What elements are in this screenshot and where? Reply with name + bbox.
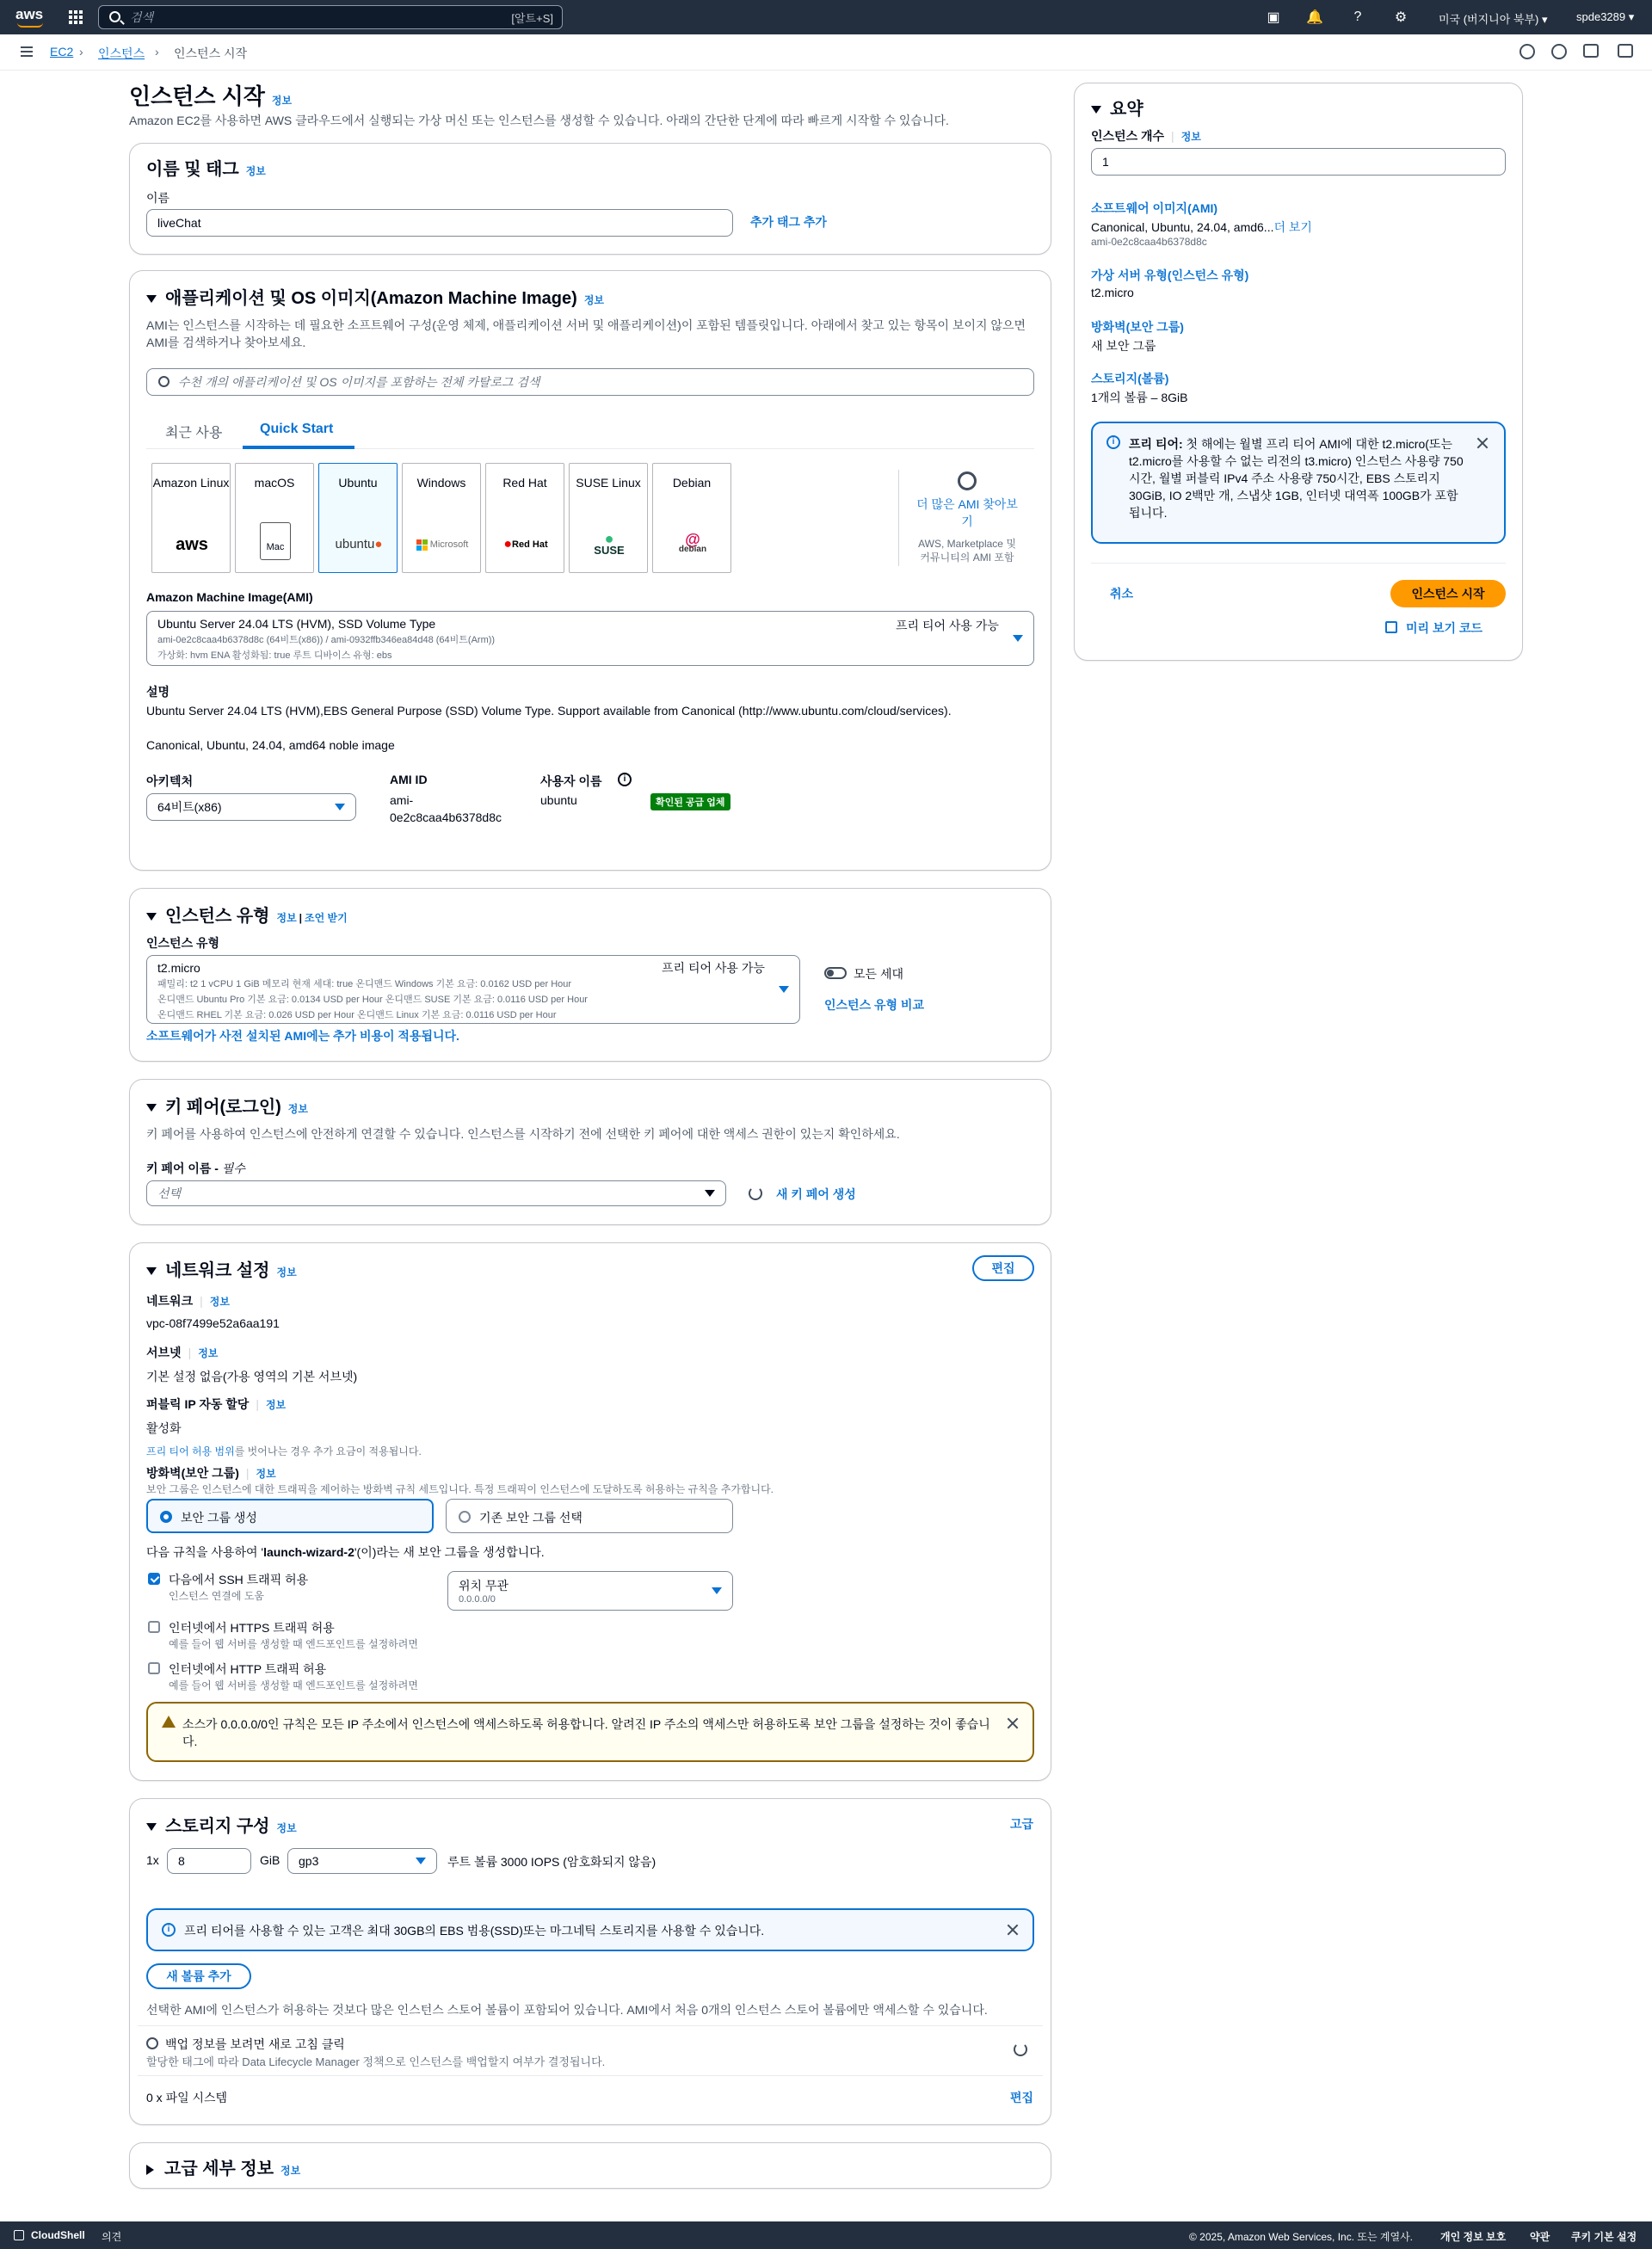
instance-type-title[interactable]: 인스턴스 유형 정보 | 조언 받기 <box>146 902 348 927</box>
divider <box>898 470 899 566</box>
ami-search-input[interactable]: 수천 개의 애플리케이션 및 OS 이미지를 포함하는 전체 카탈로그 검색 <box>146 368 1034 396</box>
name-input[interactable]: liveChat <box>146 209 733 237</box>
ssh-checkbox[interactable] <box>148 1573 160 1585</box>
sg-rule-text: 다음 규칙을 사용하여 'launch-wizard-2'(이)라는 새 보안 그룹을 생성합니다. <box>146 1545 545 1559</box>
cloudshell-icon <box>14 2230 24 2240</box>
create-sg-option[interactable]: 보안 그룹 생성 <box>146 1499 434 1533</box>
global-search[interactable] <box>98 5 563 29</box>
ubuntu-icon: ubuntu ● <box>335 537 383 551</box>
instance-type-label: 인스턴스 유형 <box>146 936 220 950</box>
network-edit-button[interactable]: 편집 <box>972 1255 1034 1281</box>
summary-storage-value: 1개의 볼륨 – 8GiB <box>1091 391 1188 404</box>
summary-count-label: 인스턴스 개수 | 정보 <box>1091 129 1201 143</box>
cancel-button[interactable]: 취소 <box>1110 587 1134 601</box>
ami-tile-debian[interactable]: Debian @ debian <box>652 463 731 573</box>
public-ip-value: 활성화 <box>146 1421 182 1435</box>
chevron-right-icon: › <box>79 45 83 59</box>
help-icon[interactable]: ? <box>1353 9 1362 24</box>
gear-icon[interactable]: ⚙ <box>1394 10 1408 25</box>
instance-count-input[interactable]: 1 <box>1091 148 1506 176</box>
refresh-icon[interactable] <box>749 1186 762 1200</box>
microsoft-icon: Microsoft <box>411 529 473 560</box>
tab-recent[interactable]: 최근 사용 <box>165 426 223 441</box>
tab-quick-start[interactable]: Quick Start <box>260 422 334 436</box>
caret-down-icon <box>1091 106 1101 114</box>
volume-unit: GiB <box>260 1853 280 1867</box>
storage-title[interactable]: 스토리지 구성 정보 <box>146 1812 297 1837</box>
menu-icon[interactable] <box>21 46 33 57</box>
breadcrumb-ec2[interactable]: EC2 <box>50 45 74 59</box>
ami-cost-note-link[interactable]: 소프트웨어가 사전 설치된 AMI에는 추가 비용이 적용됩니다. <box>146 1029 459 1043</box>
caret-down-icon <box>146 1104 157 1112</box>
architecture-select[interactable]: 64비트(x86) <box>146 793 356 821</box>
close-icon[interactable] <box>1007 1717 1019 1729</box>
summary-type-link[interactable]: 가상 서버 유형(인스턴스 유형) <box>1091 268 1249 282</box>
ssh-sub: 인스턴스 연결에 도움 <box>169 1590 264 1602</box>
free-tier-label: 프리 티어 사용 가능 <box>662 961 765 975</box>
caret-down-icon <box>335 804 345 810</box>
add-volume-button[interactable]: 새 볼륨 추가 <box>146 1963 251 1989</box>
free-tier-summary-alert: i 프리 티어: 첫 해에는 월별 프리 티어 AMI에 대한 t2.micro(또는 t2.micro를 사용할 수 없는 리전의 t3.micro) 인스턴스 사용량 750시간, 월별 퍼블릭 IPv4 주소 사용량 750시간, EBS 스토리지 30GiB, IO 2백만 개, 스냅샷 1GB, 인터넷 대역폭 100GB가 포함됩니다. <box>1091 422 1506 544</box>
info-icon: i <box>162 1923 176 1937</box>
page-description: Amazon EC2를 사용하면 AWS 클라우드에서 실행되는 가상 머신 또는 인스턴스를 생성할 수 있습니다. 아래의 간단한 단계에 따라 빠르게 시작할 수 있습니다. <box>129 114 949 127</box>
name-tags-panel <box>129 143 1051 255</box>
verified-provider-badge: 확인된 공급 업체 <box>650 793 730 810</box>
description-label: 설명 <box>146 685 170 699</box>
username-label: 사용자 이름 <box>540 774 602 788</box>
preview-code-link[interactable]: 미리 보기 코드 <box>1406 621 1482 635</box>
info-icon: i <box>1106 435 1120 449</box>
root-volume-info: 루트 볼륨 3000 IOPS (암호화되지 않음) <box>447 1855 656 1869</box>
page-info-link[interactable]: 정보 <box>271 95 293 107</box>
ami-tile-ubuntu[interactable]: Ubuntu ubuntu ● <box>318 463 398 573</box>
divider <box>138 2075 1043 2076</box>
caret-down-icon <box>146 295 157 303</box>
existing-sg-option[interactable]: 기존 보안 그룹 선택 <box>446 1499 733 1533</box>
https-label: 인터넷에서 HTTPS 트래픽 허용 <box>169 1621 335 1635</box>
radio-create-sg[interactable] <box>160 1511 172 1523</box>
apple-icon: Mac <box>260 522 291 560</box>
summary-firewall-value: 새 보안 그룹 <box>1091 339 1156 353</box>
keypair-description: 키 페어를 사용하여 인스턴스에 안전하게 연결할 수 있습니다. 인스턴스를 시작하기 전에 선택한 키 페어에 대한 액세스 권한이 있는지 확인하세요. <box>146 1127 900 1141</box>
keypair-select[interactable]: 선택 <box>146 1180 726 1206</box>
backup-info-text: 백업 정보를 보려면 새로 고침 클릭 <box>165 2037 345 2051</box>
feedback-icon[interactable] <box>1618 44 1633 58</box>
browse-more-ami-link[interactable]: 더 많은 AMI 찾아보기 <box>916 497 1018 528</box>
https-sub: 예를 들어 웹 서버를 생성할 때 엔드포인트를 설정하려면 <box>169 1638 418 1650</box>
all-generations-label: 모든 세대 <box>854 967 903 981</box>
network-label: 네트워크 | 정보 <box>146 1294 230 1308</box>
breadcrumb <box>0 34 1652 71</box>
launch-instance-button[interactable]: 인스턴스 시작 <box>1390 580 1506 607</box>
caret-down-icon <box>146 1267 157 1275</box>
top-navigation <box>0 0 1652 34</box>
file-systems-edit-link[interactable]: 편집 <box>1010 2091 1034 2104</box>
subnet-value: 기본 설정 없음(가용 영역의 기본 서브넷) <box>146 1370 358 1383</box>
firewall-label: 방화벽(보안 그룹) | 정보 <box>146 1466 276 1480</box>
volume-size-input[interactable]: 8 <box>167 1848 251 1874</box>
redhat-icon: ● Red Hat <box>503 537 548 551</box>
breadcrumb-current: 인스턴스 시작 <box>174 46 248 60</box>
summary-ami-value: Canonical, Ubuntu, 24.04, amd6...더 보기 <box>1091 220 1312 234</box>
volume-type-select[interactable]: gp3 <box>287 1848 437 1874</box>
https-checkbox[interactable] <box>148 1621 160 1633</box>
feedback-link[interactable]: 의견 <box>102 2231 122 2243</box>
vpc-value: vpc-08f7499e52a6aa191 <box>146 1316 280 1330</box>
browse-more-ami[interactable]: 더 많은 AMI 찾아보기 AWS, Marketplace 및 커뮤니티의 AMI 포함 <box>914 471 1020 564</box>
advice-link[interactable]: 조언 받기 <box>305 912 348 924</box>
backup-info-sub: 할당한 태그에 따라 Data Lifecycle Manager 정책으로 인스턴스를 백업할지 여부가 결정됩니다. <box>146 2055 606 2068</box>
caret-down-icon <box>146 1823 157 1831</box>
ami-tile-macos[interactable]: macOS Mac <box>235 463 314 573</box>
search-placeholder: 검색 <box>130 10 154 24</box>
summary-storage-link[interactable]: 스토리지(볼륨) <box>1091 372 1169 385</box>
subnet-label: 서브넷 | 정보 <box>146 1346 219 1359</box>
divider <box>1091 563 1506 564</box>
compare-instance-types-link[interactable]: 인스턴스 유형 비교 <box>824 998 924 1012</box>
summary-ami-id: ami-0e2c8caa4b6378d8c <box>1091 236 1207 248</box>
aws-logo-icon: aws <box>176 535 208 554</box>
keypair-title[interactable]: 키 페어(로그인) 정보 <box>146 1093 308 1118</box>
footer <box>0 2221 1652 2249</box>
info-icon[interactable] <box>1519 44 1535 59</box>
ami-tile-amazon-linux[interactable]: Amazon Linux aws <box>151 463 231 573</box>
ami-description: AMI는 인스턴스를 시작하는 데 필요한 소프트웨어 구성(운영 체제, 애플리케이션 서버 및 애플리케이션)이 포함된 템플릿입니다. 아래에서 찾고 있는 항목이 보이지 않으면 AMI를 검색하거나 찾아보세요. <box>146 318 1026 349</box>
public-ip-label: 퍼블릭 IP 자동 할당 | 정보 <box>146 1397 287 1411</box>
copyright: © 2025, Amazon Web Services, Inc. 또는 계열사. <box>1189 2231 1414 2243</box>
cloudshell-link[interactable]: CloudShell <box>31 2229 85 2241</box>
username-value: ubuntu <box>540 793 577 807</box>
refresh-icon[interactable] <box>1014 2043 1027 2056</box>
ami-id-label: AMI ID <box>390 773 428 786</box>
ami-tile-suse[interactable]: SUSE Linux ● SUSE <box>569 463 648 573</box>
debian-icon: @ debian <box>678 531 707 554</box>
name-label: 이름 <box>146 191 170 205</box>
close-icon[interactable] <box>1007 1924 1019 1936</box>
more-link[interactable]: 더 보기 <box>1273 220 1312 234</box>
search-icon <box>158 376 170 387</box>
warning-icon <box>162 1716 176 1728</box>
suse-icon: ● SUSE <box>594 530 625 557</box>
http-checkbox[interactable] <box>148 1662 160 1674</box>
description-text: Ubuntu Server 24.04 LTS (HVM),EBS General Purpose (SSD) Volume Type. Support available from Canonical (http://www.ubuntu.com/cloud/services). <box>146 704 952 718</box>
architecture-label: 아키텍처 <box>146 774 194 788</box>
bell-icon[interactable]: 🔔 <box>1306 10 1323 25</box>
instance-store-note: 선택한 AMI에 인스턴스가 허용하는 것보다 많은 인스턴스 스토어 볼륨이 포함되어 있습니다. AMI에서 처음 0개의 인스턴스 스토어 볼륨에만 액세스할 수 있습니다. <box>146 2003 988 2017</box>
info-icon[interactable]: i <box>618 773 632 786</box>
ssh-label: 다음에서 SSH 트래픽 허용 <box>169 1573 309 1587</box>
clock-icon <box>146 2037 158 2049</box>
search-icon <box>109 11 120 22</box>
caret-right-icon <box>146 2165 154 2175</box>
file-systems-text: 0 x 파일 시스템 <box>146 2091 228 2104</box>
active-tab-indicator <box>243 446 354 449</box>
all-generations-toggle[interactable] <box>824 967 847 979</box>
cookies-link[interactable]: 쿠키 기본 설정 <box>1571 2231 1637 2243</box>
storage-panel <box>129 1798 1051 2125</box>
close-icon[interactable] <box>1476 437 1489 449</box>
privacy-link[interactable]: 개인 정보 보호 <box>1440 2231 1507 2243</box>
caret-down-icon <box>712 1587 722 1594</box>
free-tier-label: 프리 티어 사용 가능 <box>896 619 999 632</box>
search-shortcut: [알트+S] <box>511 11 553 25</box>
ami-title[interactable]: 애플리케이션 및 OS 이미지(Amazon Machine Image) 정보 <box>146 284 604 309</box>
caret-down-icon <box>1013 635 1023 642</box>
advanced-title[interactable]: 고급 세부 정보 정보 <box>146 2154 300 2179</box>
ami-tile-windows[interactable]: Windows Microsoft <box>402 463 481 573</box>
layout-icon[interactable] <box>1583 44 1599 58</box>
create-keypair-link[interactable]: 새 키 페어 생성 <box>776 1187 856 1201</box>
add-tags-link[interactable]: 추가 태그 추가 <box>750 215 827 229</box>
summary-firewall-link[interactable]: 방화벽(보안 그룹) <box>1091 320 1184 334</box>
summary-ami-link[interactable]: 소프트웨어 이미지(AMI) <box>1091 201 1218 215</box>
name-tags-title: 이름 및 태그 정보 <box>146 160 266 179</box>
chevron-right-icon: › <box>155 45 159 59</box>
summary-title[interactable]: 요약 <box>1091 95 1143 120</box>
storage-advanced-link[interactable]: 고급 <box>1010 1817 1034 1831</box>
description-text-2: Canonical, Ubuntu, 24.04, amd64 noble image <box>146 738 395 752</box>
services-grid-icon[interactable] <box>69 10 83 24</box>
divider <box>138 2025 1043 2026</box>
public-ip-note: 프리 티어 허용 범위를 벗어나는 경우 추가 요금이 적용됩니다. <box>146 1445 422 1457</box>
ami-id-value-2: 0e2c8caa4b6378d8c <box>390 810 502 824</box>
caret-down-icon <box>705 1190 715 1197</box>
network-title[interactable]: 네트워크 설정 정보 <box>146 1256 297 1281</box>
region-selector[interactable]: 미국 (버지니아 북부) ▾ <box>1439 13 1548 26</box>
caret-down-icon <box>146 913 157 921</box>
caret-down-icon <box>779 986 789 993</box>
firewall-description: 보안 그룹은 인스턴스에 대한 트래픽을 제어하는 방화벽 규칙 세트입니다. 특정 트래픽이 인스턴스에 도달하도록 허용하는 규칙을 추가합니다. <box>146 1483 774 1495</box>
breadcrumb-instances[interactable]: 인스턴스 <box>98 46 145 60</box>
http-label: 인터넷에서 HTTP 트래픽 허용 <box>169 1662 327 1676</box>
ami-select-label: Amazon Machine Image(AMI) <box>146 590 313 604</box>
http-sub: 예를 들어 웹 서버를 생성할 때 엔드포인트를 설정하려면 <box>169 1679 418 1691</box>
ami-tile-redhat[interactable]: Red Hat ● Red Hat <box>485 463 564 573</box>
search-icon <box>958 471 977 490</box>
caret-down-icon <box>416 1858 426 1864</box>
ami-select[interactable]: Ubuntu Server 24.04 LTS (HVM), SSD Volume Type ami-0e2c8caa4b6378d8c (64비트(x86)) / ami-0932ffb346ea84d48 (64비트(Arm)) 가상화: hvm ENA 활성화됨: true 루트 디바이스 유형: ebs 프리 티어 사용 가능 <box>146 611 1034 666</box>
free-tier-storage-alert: i 프리 티어를 사용할 수 있는 고객은 최대 30GB의 EBS 범용(SSD)또는 마그네틱 스토리지를 사용할 수 있습니다. <box>146 1908 1034 1951</box>
ami-id-value: ami- <box>390 793 414 807</box>
code-icon <box>1385 621 1397 633</box>
keypair-label: 키 페어 이름 - 필수 <box>146 1161 245 1175</box>
page-title: 인스턴스 시작 정보 <box>129 83 293 109</box>
security-warning-alert: 소스가 0.0.0.0/0인 규칙은 모든 IP 주소에서 인스턴스에 액세스하도록 허용합니다. 알려진 IP 주소의 액세스만 허용하도록 보안 그룹을 설정하는 것이 좋습니다. <box>146 1702 1034 1762</box>
radio-existing-sg[interactable] <box>459 1511 471 1523</box>
account-menu[interactable]: spde3289 ▾ <box>1576 10 1635 23</box>
aws-logo[interactable]: aws <box>15 6 46 28</box>
ssh-source-select[interactable]: 위치 무관 0.0.0.0/0 <box>447 1571 733 1611</box>
cloudshell-icon[interactable]: ▣ <box>1267 10 1280 25</box>
history-icon[interactable] <box>1551 44 1567 59</box>
summary-type-value: t2.micro <box>1091 286 1134 299</box>
terms-link[interactable]: 약관 <box>1530 2231 1550 2243</box>
instance-type-select[interactable]: t2.micro 패밀리: t2 1 vCPU 1 GiB 메모리 현재 세대: true 온디맨드 Windows 기본 요금: 0.0162 USD per Hour 온디맨드 Ubuntu Pro 기본 요금: 0.0134 USD per Hour 온디맨드 SUSE 기본 요금: 0.0116 USD per Hour 온디맨드 RHEL 기본 요금: 0.026 USD per Hour 온디맨드 Linux 기본 요금: 0.0116 USD per Hour 프리 티어 사용 가능 <box>146 955 800 1024</box>
volume-count: 1x <box>146 1853 159 1867</box>
